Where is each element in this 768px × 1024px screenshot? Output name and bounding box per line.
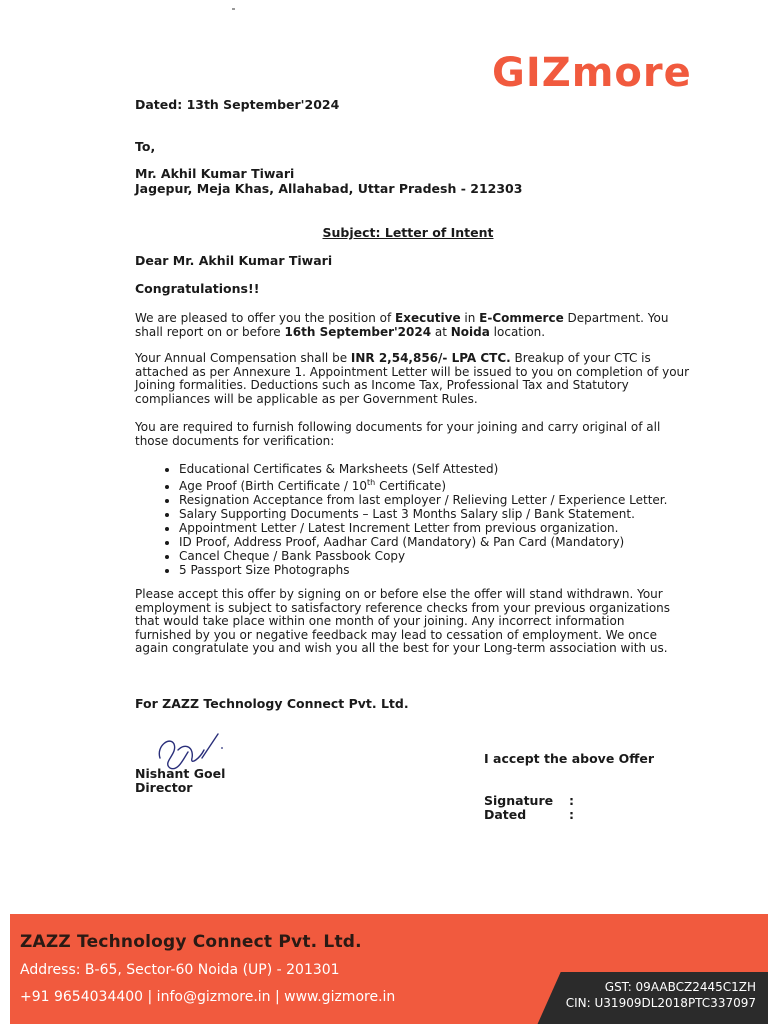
list-item: • Educational Certificates & Marksheets (Self Attested) — [179, 462, 667, 476]
signature-field — [484, 793, 574, 808]
documents-intro: You are required to furnish following documents for your joining and carry original of all those documents for verification: — [135, 420, 661, 448]
list-item: • Age Proof (Birth Certificate / 10th Certificate) — [179, 476, 667, 493]
signer-name: Nishant Goel — [135, 766, 226, 781]
salutation: Dear Mr. Akhil Kumar Tiwari — [135, 253, 333, 268]
accept-offer-text: I accept the above Offer — [484, 751, 655, 766]
subject-text: Subject: Letter of Intent — [322, 225, 494, 240]
for-company: For ZAZZ Technology Connect Pvt. Ltd. — [135, 696, 409, 711]
list-item: • Resignation Acceptance from last employer / Relieving Letter / Experience Letter. — [179, 493, 667, 507]
dated-field — [484, 807, 574, 822]
congratulations: Congratulations!! — [135, 281, 260, 296]
letter-date: Dated: 13th September'2024 — [135, 97, 340, 112]
scan-mark — [232, 8, 235, 10]
acceptance-paragraph: Please accept this offer by signing on or before else the offer will stand withdrawn. Your employment is subject to satisfactory reference checks from your previous organizations that would take place within one month of your joining. Any incorrect information furnished by you or negative feedback may lead to cessation of employment. We once again congratulate you and wish you all the best for your Long-term association with us. — [135, 587, 671, 655]
gizmore-logo — [492, 46, 724, 110]
dated-colon: : — [569, 807, 574, 822]
list-item: • Appointment Letter / Latest Increment Letter from previous organization. — [179, 521, 667, 535]
signer-role: Director — [135, 780, 193, 795]
recipient-name: Mr. Akhil Kumar Tiwari — [135, 166, 295, 181]
letterhead-footer — [10, 914, 768, 1024]
footer-address: Address: B-65, Sector-60 Noida (UP) - 201301 — [20, 962, 340, 978]
footer-cin: CIN: U31909DL2018PTC337097 — [565, 996, 756, 1010]
list-item: • ID Proof, Address Proof, Aadhar Card (Mandatory) & Pan Card (Mandatory) — [179, 535, 667, 549]
footer-company: ZAZZ Technology Connect Pvt. Ltd. — [20, 932, 362, 952]
list-item: • Salary Supporting Documents – Last 3 Months Salary slip / Bank Statement. — [179, 507, 667, 521]
list-item: • Cancel Cheque / Bank Passbook Copy — [179, 549, 667, 563]
dated-label: Dated — [484, 807, 527, 822]
documents-list — [135, 462, 667, 577]
svg-text:GIZmore: GIZmore — [492, 50, 692, 96]
compensation-paragraph: Your Annual Compensation shall be INR 2,54,856/- LPA CTC. Breakup of your CTC is attached as per Annexure 1. Appointment Letter will be issued to you on completion of your Joining formalities. Deductions such as Income Tax, Professional Tax and Statutory compliances will be applicable as per Government Rules. — [135, 351, 690, 406]
footer-gst: GST: 09AABCZ2445C1ZH — [604, 980, 756, 994]
subject-line — [0, 226, 768, 240]
signature-label: Signature — [484, 793, 554, 808]
footer-contact: +91 9654034400 | info@gizmore.in | www.gizmore.in — [20, 989, 396, 1005]
signature-colon: : — [569, 793, 574, 808]
to-label: To, — [135, 139, 156, 154]
list-item: • 5 Passport Size Photographs — [179, 563, 667, 577]
offer-paragraph: We are pleased to offer you the position of Executive in E-Commerce Department. You shall report on or before 16th September'2024 at Noida location. — [135, 311, 669, 339]
recipient-address: Jagepur, Meja Khas, Allahabad, Uttar Pradesh - 212303 — [135, 181, 523, 196]
